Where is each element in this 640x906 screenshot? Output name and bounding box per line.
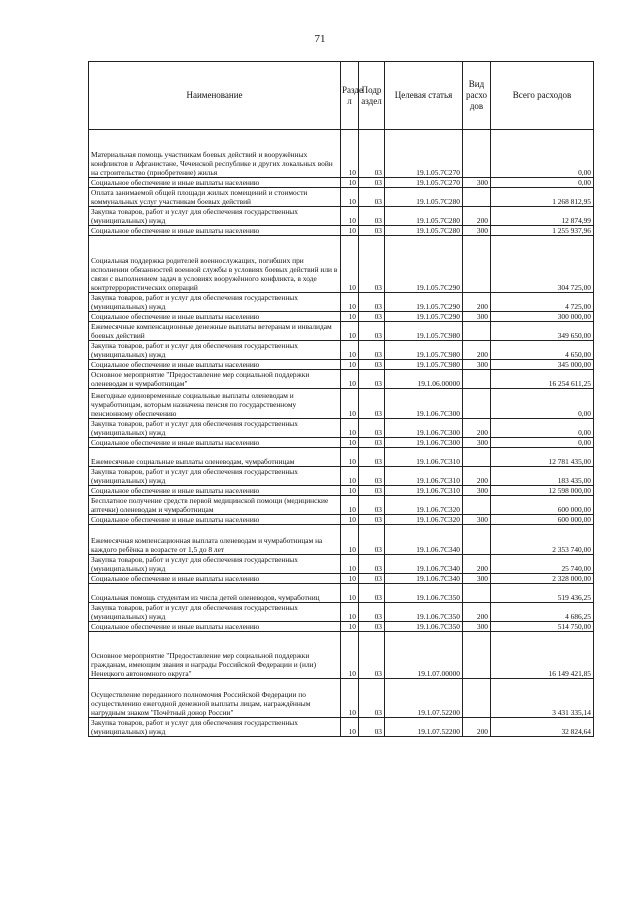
cell-vr bbox=[463, 322, 491, 341]
header-total: Всего расходов bbox=[491, 62, 594, 130]
header-razdel: Разде л bbox=[341, 62, 359, 130]
cell-sum: 600 000,00 bbox=[491, 496, 594, 515]
cell-name: Ежемесячные компенсационные денежные выплаты ветеранам и инвалидам боевых действий bbox=[89, 322, 341, 341]
cell-sum: 1 255 937,96 bbox=[491, 226, 594, 236]
cell-sum: 300 000,00 bbox=[491, 312, 594, 322]
cell-vr bbox=[463, 448, 491, 467]
cell-sum: 4 725,00 bbox=[491, 293, 594, 312]
cell-sum: 600 000,00 bbox=[491, 515, 594, 525]
cell-vr bbox=[463, 389, 491, 419]
header-name: Наименование bbox=[89, 62, 341, 130]
cell-vr bbox=[463, 188, 491, 207]
table-row bbox=[89, 207, 594, 226]
cell-name: Осуществление переданного полномочия Российской Федерации по осуществлению ежегодной денежной выплаты лицам, награждённым нагрудным знаком "Почётный донор России" bbox=[89, 679, 341, 718]
cell-p: 03 bbox=[359, 312, 385, 322]
table-row bbox=[89, 679, 594, 718]
table-row bbox=[89, 496, 594, 515]
cell-p: 03 bbox=[359, 574, 385, 584]
cell-p: 03 bbox=[359, 525, 385, 555]
cell-p: 03 bbox=[359, 467, 385, 486]
cell-name: Закупка товаров, работ и услуг для обеспечения государственных (муниципальных) нужд bbox=[89, 293, 341, 312]
cell-sum: 2 328 000,00 bbox=[491, 574, 594, 584]
cell-cs: 19.1.05.7С290 bbox=[385, 312, 463, 322]
cell-p: 03 bbox=[359, 515, 385, 525]
table-row bbox=[89, 632, 594, 679]
cell-sum: 12 874,99 bbox=[491, 207, 594, 226]
page-number: 71 bbox=[314, 33, 326, 45]
cell-name: Закупка товаров, работ и услуг для обеспечения государственных (муниципальных) нужд bbox=[89, 341, 341, 360]
cell-name: Закупка товаров, работ и услуг для обеспечения государственных (муниципальных) нужд bbox=[89, 419, 341, 438]
cell-p: 03 bbox=[359, 293, 385, 312]
cell-name: Социальное обеспечение и иные выплаты населению bbox=[89, 515, 341, 525]
table-row bbox=[89, 226, 594, 236]
cell-r: 10 bbox=[341, 178, 359, 188]
header-target: Целевая статья bbox=[385, 62, 463, 130]
cell-cs: 19.1.06.7С350 bbox=[385, 622, 463, 632]
cell-p: 03 bbox=[359, 555, 385, 574]
table-row bbox=[89, 188, 594, 207]
table-row bbox=[89, 178, 594, 188]
cell-cs: 19.1.05.7С290 bbox=[385, 236, 463, 293]
cell-name: Основное мероприятие "Предоставление мер социальной поддержки оленеводам и чумработницам" bbox=[89, 370, 341, 389]
table-row bbox=[89, 448, 594, 467]
cell-p: 03 bbox=[359, 718, 385, 737]
cell-vr bbox=[463, 370, 491, 389]
cell-sum: 4 686,25 bbox=[491, 603, 594, 622]
table-row bbox=[89, 603, 594, 622]
cell-cs: 19.1.06.7С310 bbox=[385, 448, 463, 467]
table-row bbox=[89, 360, 594, 370]
cell-vr: 300 bbox=[463, 226, 491, 236]
cell-r: 10 bbox=[341, 718, 359, 737]
cell-vr: 200 bbox=[463, 467, 491, 486]
cell-sum: 514 750,00 bbox=[491, 622, 594, 632]
cell-cs: 19.1.05.7С290 bbox=[385, 293, 463, 312]
table-row bbox=[89, 622, 594, 632]
cell-sum: 12 781 435,00 bbox=[491, 448, 594, 467]
cell-cs: 19.1.07.00000 bbox=[385, 632, 463, 679]
cell-p: 03 bbox=[359, 370, 385, 389]
cell-r: 10 bbox=[341, 389, 359, 419]
cell-p: 03 bbox=[359, 236, 385, 293]
cell-r: 10 bbox=[341, 555, 359, 574]
cell-cs: 19.1.06.7С310 bbox=[385, 467, 463, 486]
cell-vr: 200 bbox=[463, 603, 491, 622]
cell-r: 10 bbox=[341, 188, 359, 207]
table-row bbox=[89, 293, 594, 312]
cell-r: 10 bbox=[341, 293, 359, 312]
cell-vr: 300 bbox=[463, 486, 491, 496]
cell-sum: 183 435,00 bbox=[491, 467, 594, 486]
cell-sum: 0,00 bbox=[491, 178, 594, 188]
cell-vr bbox=[463, 679, 491, 718]
cell-vr: 300 bbox=[463, 438, 491, 448]
cell-vr: 200 bbox=[463, 718, 491, 737]
cell-p: 03 bbox=[359, 130, 385, 178]
cell-sum: 0,00 bbox=[491, 389, 594, 419]
cell-cs: 19.1.07.52200 bbox=[385, 679, 463, 718]
cell-name: Ежегодные единовременные социальные выплаты оленеводам и чумработницам, которым назначена пенсия по государственному пенсионному обеспечению bbox=[89, 389, 341, 419]
cell-name: Закупка товаров, работ и услуг для обеспечения государственных (муниципальных) нужд bbox=[89, 555, 341, 574]
table-row bbox=[89, 370, 594, 389]
table-row bbox=[89, 322, 594, 341]
cell-cs: 19.1.06.7С320 bbox=[385, 515, 463, 525]
cell-vr bbox=[463, 130, 491, 178]
cell-r: 10 bbox=[341, 584, 359, 603]
cell-sum: 32 824,64 bbox=[491, 718, 594, 737]
cell-cs: 19.1.06.7С340 bbox=[385, 555, 463, 574]
cell-cs: 19.1.05.7С980 bbox=[385, 360, 463, 370]
cell-sum: 16 149 421,85 bbox=[491, 632, 594, 679]
cell-p: 03 bbox=[359, 341, 385, 360]
cell-sum: 0,00 bbox=[491, 419, 594, 438]
cell-name: Социальное обеспечение и иные выплаты населению bbox=[89, 226, 341, 236]
table-row bbox=[89, 389, 594, 419]
cell-cs: 19.1.06.7С300 bbox=[385, 389, 463, 419]
table-row bbox=[89, 341, 594, 360]
cell-r: 10 bbox=[341, 679, 359, 718]
cell-r: 10 bbox=[341, 419, 359, 438]
cell-name: Социальное обеспечение и иные выплаты населению bbox=[89, 178, 341, 188]
cell-vr bbox=[463, 584, 491, 603]
cell-sum: 1 268 812,95 bbox=[491, 188, 594, 207]
table-row bbox=[89, 515, 594, 525]
cell-name: Бесплатное получение средств первой медицинской помощи (медицинские аптечки) оленеводам и чумработницам bbox=[89, 496, 341, 515]
cell-p: 03 bbox=[359, 360, 385, 370]
cell-p: 03 bbox=[359, 584, 385, 603]
cell-p: 03 bbox=[359, 448, 385, 467]
cell-sum: 2 353 740,00 bbox=[491, 525, 594, 555]
cell-r: 10 bbox=[341, 448, 359, 467]
table-row bbox=[89, 419, 594, 438]
cell-cs: 19.1.05.7С280 bbox=[385, 226, 463, 236]
cell-cs: 19.1.06.7С320 bbox=[385, 496, 463, 515]
cell-name: Основное мероприятие "Предоставление мер социальной поддержки гражданам, имеющим звания и награды Российской Федерации и (или) Ненецкого автономного округа" bbox=[89, 632, 341, 679]
cell-sum: 3 431 335,14 bbox=[491, 679, 594, 718]
cell-r: 10 bbox=[341, 370, 359, 389]
cell-r: 10 bbox=[341, 341, 359, 360]
cell-name: Социальная поддержка родителей военнослужащих, погибших при исполнении обязанностей военной службы в условиях боевых действий или в связи с выполнением задач в условиях вооружённого конфликта, в ходе контртеррористических операций bbox=[89, 236, 341, 293]
cell-sum: 12 598 000,00 bbox=[491, 486, 594, 496]
table-row bbox=[89, 467, 594, 486]
cell-sum: 0,00 bbox=[491, 130, 594, 178]
cell-cs: 19.1.06.7С340 bbox=[385, 525, 463, 555]
table-body bbox=[89, 130, 594, 737]
cell-r: 10 bbox=[341, 438, 359, 448]
cell-cs: 19.1.05.7С270 bbox=[385, 130, 463, 178]
table-row bbox=[89, 584, 594, 603]
table-row bbox=[89, 486, 594, 496]
cell-vr: 200 bbox=[463, 555, 491, 574]
cell-cs: 19.1.06.7С350 bbox=[385, 603, 463, 622]
cell-p: 03 bbox=[359, 603, 385, 622]
cell-name: Оплата занимаемой общей площади жилых помещений и стоимости коммунальных услуг участникам боевых действий bbox=[89, 188, 341, 207]
cell-sum: 16 254 611,25 bbox=[491, 370, 594, 389]
cell-name: Социальное обеспечение и иные выплаты населению bbox=[89, 438, 341, 448]
cell-p: 03 bbox=[359, 419, 385, 438]
cell-r: 10 bbox=[341, 525, 359, 555]
cell-name: Закупка товаров, работ и услуг для обеспечения государственных (муниципальных) нужд bbox=[89, 467, 341, 486]
cell-p: 03 bbox=[359, 496, 385, 515]
cell-r: 10 bbox=[341, 467, 359, 486]
cell-p: 03 bbox=[359, 322, 385, 341]
header-podrazdel: Подр аздел bbox=[359, 62, 385, 130]
cell-sum: 25 740,00 bbox=[491, 555, 594, 574]
cell-vr: 300 bbox=[463, 360, 491, 370]
cell-r: 10 bbox=[341, 603, 359, 622]
cell-vr: 300 bbox=[463, 574, 491, 584]
cell-vr: 300 bbox=[463, 312, 491, 322]
cell-name: Ежемесячная компенсационная выплата оленеводам и чумработницам на каждого ребёнка в возрасте от 1,5 до 8 лет bbox=[89, 525, 341, 555]
table-row bbox=[89, 130, 594, 178]
cell-name: Закупка товаров, работ и услуг для обеспечения государственных (муниципальных) нужд bbox=[89, 718, 341, 737]
cell-sum: 519 436,25 bbox=[491, 584, 594, 603]
cell-cs: 19.1.06.7С300 bbox=[385, 419, 463, 438]
cell-p: 03 bbox=[359, 622, 385, 632]
cell-r: 10 bbox=[341, 207, 359, 226]
cell-cs: 19.1.05.7С280 bbox=[385, 188, 463, 207]
header-vid: Вид расхо дов bbox=[463, 62, 491, 130]
cell-p: 03 bbox=[359, 632, 385, 679]
cell-r: 10 bbox=[341, 130, 359, 178]
table-row bbox=[89, 718, 594, 737]
cell-vr bbox=[463, 632, 491, 679]
cell-vr bbox=[463, 525, 491, 555]
table-header-row bbox=[89, 62, 594, 130]
cell-vr bbox=[463, 236, 491, 293]
cell-sum: 304 725,00 bbox=[491, 236, 594, 293]
table-row bbox=[89, 574, 594, 584]
cell-cs: 19.1.06.7С300 bbox=[385, 438, 463, 448]
cell-name: Социальная помощь студентам из числа детей оленеводов, чумработниц bbox=[89, 584, 341, 603]
cell-vr bbox=[463, 496, 491, 515]
cell-cs: 19.1.05.7С980 bbox=[385, 322, 463, 341]
cell-vr: 200 bbox=[463, 207, 491, 226]
cell-r: 10 bbox=[341, 226, 359, 236]
cell-cs: 19.1.07.52200 bbox=[385, 718, 463, 737]
cell-name: Ежемесячные социальные выплаты оленеводам, чумработницам bbox=[89, 448, 341, 467]
cell-r: 10 bbox=[341, 312, 359, 322]
cell-name: Закупка товаров, работ и услуг для обеспечения государственных (муниципальных) нужд bbox=[89, 603, 341, 622]
cell-cs: 19.1.05.7С280 bbox=[385, 207, 463, 226]
cell-sum: 4 650,00 bbox=[491, 341, 594, 360]
table-row bbox=[89, 555, 594, 574]
cell-name: Социальное обеспечение и иные выплаты населению bbox=[89, 486, 341, 496]
table-row bbox=[89, 438, 594, 448]
cell-r: 10 bbox=[341, 515, 359, 525]
cell-sum: 349 650,00 bbox=[491, 322, 594, 341]
cell-cs: 19.1.06.00000 bbox=[385, 370, 463, 389]
cell-cs: 19.1.06.7С310 bbox=[385, 486, 463, 496]
cell-vr: 300 bbox=[463, 622, 491, 632]
cell-r: 10 bbox=[341, 496, 359, 515]
cell-name: Социальное обеспечение и иные выплаты населению bbox=[89, 574, 341, 584]
cell-p: 03 bbox=[359, 679, 385, 718]
cell-cs: 19.1.06.7С340 bbox=[385, 574, 463, 584]
table-row bbox=[89, 236, 594, 293]
table-row bbox=[89, 312, 594, 322]
cell-p: 03 bbox=[359, 188, 385, 207]
table-row bbox=[89, 525, 594, 555]
cell-sum: 0,00 bbox=[491, 438, 594, 448]
cell-p: 03 bbox=[359, 389, 385, 419]
cell-r: 10 bbox=[341, 632, 359, 679]
cell-name: Социальное обеспечение и иные выплаты населению bbox=[89, 360, 341, 370]
cell-p: 03 bbox=[359, 178, 385, 188]
cell-cs: 19.1.05.7С270 bbox=[385, 178, 463, 188]
cell-name: Закупка товаров, работ и услуг для обеспечения государственных (муниципальных) нужд bbox=[89, 207, 341, 226]
cell-p: 03 bbox=[359, 207, 385, 226]
cell-vr: 200 bbox=[463, 419, 491, 438]
cell-name: Социальное обеспечение и иные выплаты населению bbox=[89, 312, 341, 322]
cell-name: Социальное обеспечение и иные выплаты населению bbox=[89, 622, 341, 632]
cell-r: 10 bbox=[341, 574, 359, 584]
cell-p: 03 bbox=[359, 486, 385, 496]
cell-vr: 300 bbox=[463, 515, 491, 525]
cell-p: 03 bbox=[359, 226, 385, 236]
cell-r: 10 bbox=[341, 486, 359, 496]
budget-table bbox=[88, 61, 594, 737]
cell-vr: 200 bbox=[463, 293, 491, 312]
cell-p: 03 bbox=[359, 438, 385, 448]
cell-r: 10 bbox=[341, 322, 359, 341]
cell-vr: 200 bbox=[463, 341, 491, 360]
cell-vr: 300 bbox=[463, 178, 491, 188]
cell-sum: 345 000,00 bbox=[491, 360, 594, 370]
cell-cs: 19.1.06.7С350 bbox=[385, 584, 463, 603]
cell-name: Материальная помощь участникам боевых действий и вооружённых конфликтов в Афганистане, Чеченской республике и других локальных войн на строительство (приобретение) жилья bbox=[89, 130, 341, 178]
cell-cs: 19.1.05.7С980 bbox=[385, 341, 463, 360]
cell-r: 10 bbox=[341, 622, 359, 632]
cell-r: 10 bbox=[341, 360, 359, 370]
cell-r: 10 bbox=[341, 236, 359, 293]
